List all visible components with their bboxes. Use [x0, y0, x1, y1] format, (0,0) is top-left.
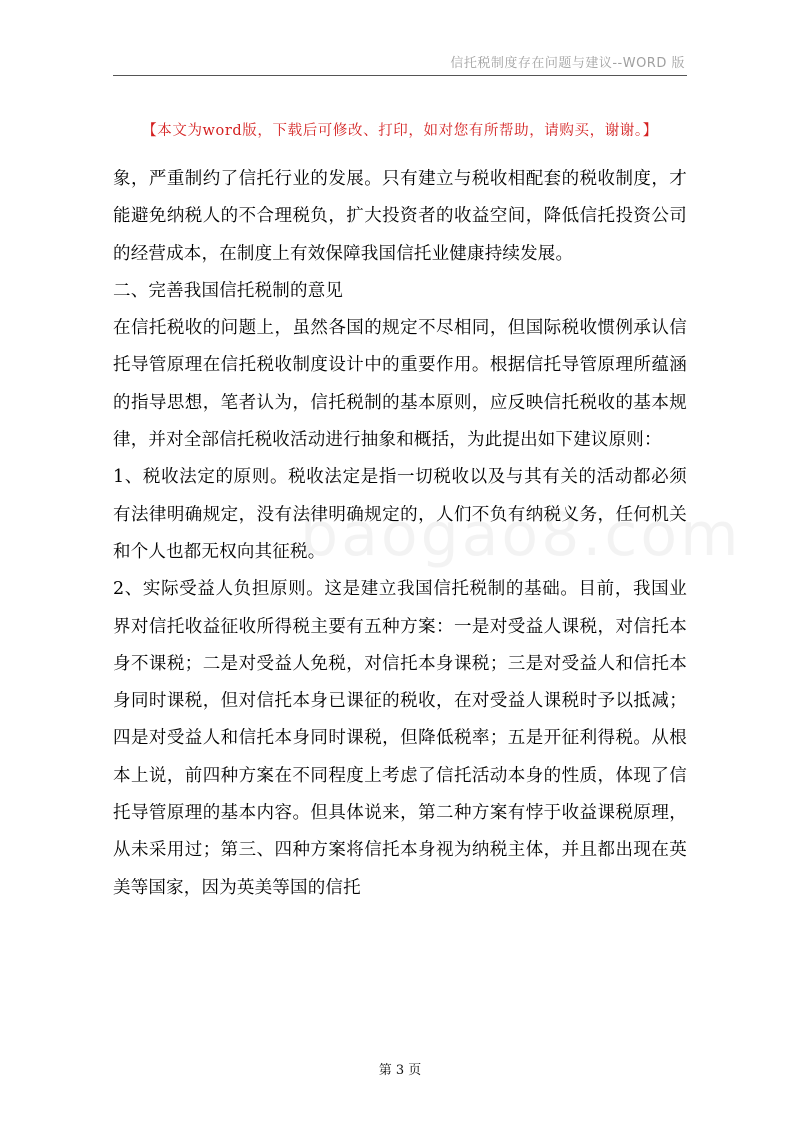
header-title: 信托税制度存在问题与建议--WORD 版 [450, 56, 685, 71]
paragraph: 象，严重制约了信托行业的发展。只有建立与税收相配套的税收制度，才能避免纳税人的不合理税负，扩大投资者的收益空间，降低信托投资公司的经营成本，在制度上有效保障我国信托业健康持续发展。 [113, 169, 687, 264]
paragraph: 在信托税收的问题上，虽然各国的规定不尽相同，但国际税收惯例承认信托导管原理在信托税收制度设计中的重要作用。根据信托导管原理所蕴涵的指导思想，笔者认为，信托税制的基本原则，应反映信托税收的基本规律，并对全部信托税收活动进行抽象和概括，为此提出如下建议原则： [113, 318, 687, 451]
paragraph: 2、实际受益人负担原则。这是建立我国信托税制的基础。目前，我国业界对信托收益征收所得税主要有五种方案：一是对受益人课税，对信托本身不课税；二是对受益人免税，对信托本身课税；三是对受益人和信托本身同时课税，但对信托本身已课征的税收，在对受益人课税时予以抵减；四是对受益人和信托本身同时课税，但降低税率；五是开征利得税。从根本上说，前四种方案在不同程度上考虑了信托活动本身的性质，体现了信托导管原理的基本内容。但具体说来，第二种方案有悖于收益课税原理，从未采用过；第三、四种方案将信托本身视为纳税主体，并且都出现在英美等国家，因为英美等国的信托 [113, 579, 687, 898]
paragraph: 1、税收法定的原则。税收法定是指一切税收以及与其有关的活动都必须有法律明确规定，没有法律明确规定的，人们不负有纳税义务，任何机关和个人也都无权向其征税。 [113, 467, 687, 562]
document-body [113, 161, 687, 907]
header-divider [113, 75, 687, 76]
download-notice: 【本文为word版，下载后可修改、打印，如对您有所帮助，请购买，谢谢。】 [142, 123, 658, 139]
page-number: 第 3 页 [378, 1063, 422, 1078]
section-heading: 二、完善我国信托税制的意见 [113, 280, 344, 301]
